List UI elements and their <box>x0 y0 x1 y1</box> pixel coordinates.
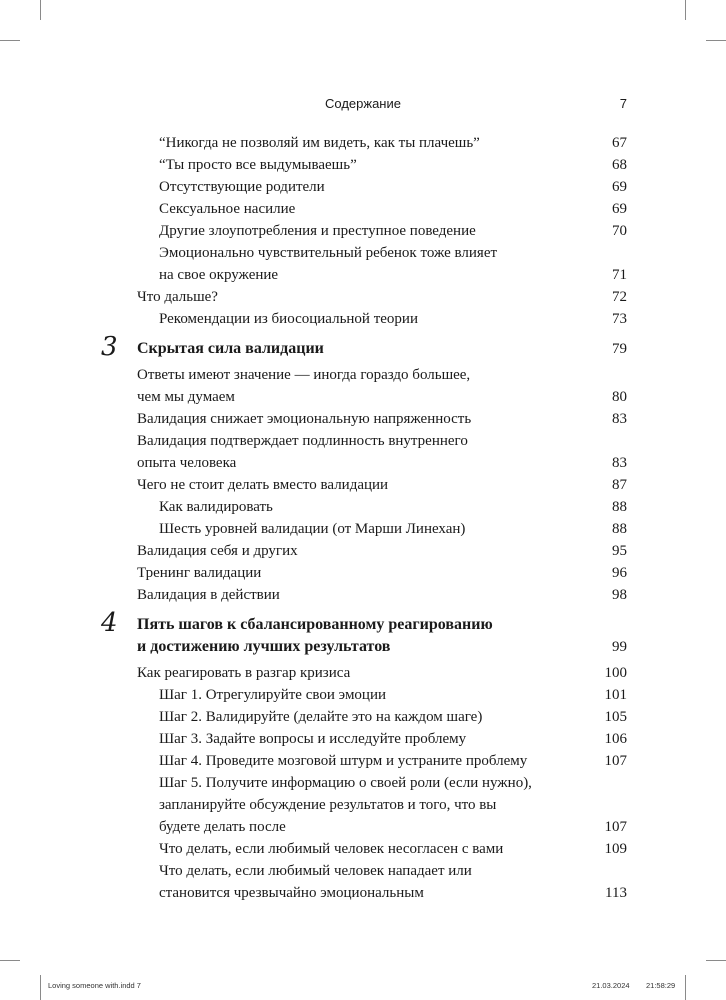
toc-entry-title: Рекомендации из биосоциальной теории <box>159 311 418 327</box>
toc-entry-title: Валидация себя и других <box>137 543 298 559</box>
running-title: Содержание <box>325 96 401 111</box>
toc-entry-page: 69 <box>612 201 627 217</box>
toc-entry <box>0 728 726 750</box>
toc-entry-title: Валидация снижает эмоциональную напряженность <box>137 411 472 427</box>
toc-entry-title: Шаг 5. Получите информацию о своей роли (если нужно), запланируйте обсуждение результатов и того, что вы будете делать после <box>159 775 532 835</box>
toc-entry-page: 107 <box>604 753 627 769</box>
toc-entry-page: 98 <box>612 587 627 603</box>
toc-entry-page: 83 <box>612 455 627 471</box>
toc-entry <box>0 242 726 286</box>
toc-entry-page: 88 <box>612 499 627 515</box>
toc-entry <box>0 220 726 242</box>
toc-entry-title: Как реагировать в разгар кризиса <box>137 665 351 681</box>
crop-mark <box>40 0 41 20</box>
toc-entry-page: 80 <box>612 389 627 405</box>
toc-entry-page: 113 <box>605 885 627 901</box>
slug-time: 21:58:29 <box>646 981 676 990</box>
toc-entry-title: Шаг 2. Валидируйте (делайте это на каждом шаге) <box>159 709 483 725</box>
toc-entry <box>0 772 726 838</box>
toc-entry <box>0 684 726 706</box>
toc-entry <box>0 750 726 772</box>
toc-entry-title: Валидация в действии <box>137 587 280 603</box>
table-of-contents <box>0 132 726 904</box>
toc-entry <box>0 408 726 430</box>
toc-entry-title: Сексуальное насилие <box>159 201 296 217</box>
toc-entry-title: Другие злоупотребления и преступное поведение <box>159 223 476 239</box>
toc-entry <box>0 176 726 198</box>
crop-mark <box>0 40 20 41</box>
toc-entry-title: Скрытая сила валидации <box>137 340 324 357</box>
toc-entry-title: Что делать, если любимый человек нападает или становится чрезвычайно эмоциональным <box>159 863 472 901</box>
page-number: 7 <box>619 96 627 111</box>
chapter-number: 4 <box>101 608 118 638</box>
crop-mark <box>685 975 686 1000</box>
toc-entry <box>0 198 726 220</box>
toc-entry <box>0 132 726 154</box>
crop-mark <box>685 0 686 20</box>
toc-entry <box>0 496 726 518</box>
toc-entry <box>0 860 726 904</box>
toc-entry <box>0 562 726 584</box>
slug-file: Loving someone with.indd 7 <box>48 981 141 990</box>
toc-entry-page: 107 <box>604 819 627 835</box>
toc-entry-page: 67 <box>612 135 627 151</box>
toc-entry-page: 99 <box>612 639 627 655</box>
toc-entry-title: Шесть уровней валидации (от Марши Линехан) <box>159 521 466 537</box>
toc-entry-page: 69 <box>612 179 627 195</box>
toc-entry-title: Шаг 4. Проведите мозговой штурм и устраните проблему <box>159 753 528 769</box>
toc-entry-page: 83 <box>612 411 627 427</box>
crop-mark <box>40 975 41 1000</box>
crop-mark <box>0 960 20 961</box>
chapter-entry <box>0 608 726 658</box>
toc-entry <box>0 540 726 562</box>
toc-entry <box>0 838 726 860</box>
toc-entry-title: Эмоционально чувствительный ребенок тоже влияет на свое окружение <box>159 245 498 283</box>
toc-entry-title: Тренинг валидации <box>137 565 262 581</box>
toc-entry-page: 87 <box>612 477 627 493</box>
toc-entry-title: Валидация подтверждает подлинность внутреннего опыта человека <box>137 433 468 471</box>
toc-entry <box>0 364 726 408</box>
toc-entry-page: 68 <box>612 157 627 173</box>
toc-entry-title: Шаг 3. Задайте вопросы и исследуйте проблему <box>159 731 467 747</box>
toc-entry-title: Что дальше? <box>137 289 218 305</box>
toc-entry-title: Ответы имеют значение — иногда гораздо большее, чем мы думаем <box>137 367 471 405</box>
toc-entry-title: Пять шагов к сбалансированному реагированию и достижению лучших результатов <box>137 616 493 655</box>
toc-entry <box>0 308 726 330</box>
toc-entry <box>0 706 726 728</box>
toc-entry-title: Шаг 1. Отрегулируйте свои эмоции <box>159 687 387 703</box>
toc-entry <box>0 474 726 496</box>
crop-mark <box>706 40 726 41</box>
toc-entry-title: Чего не стоит делать вместо валидации <box>137 477 389 493</box>
toc-entry-page: 106 <box>604 731 627 747</box>
chapter-entry <box>0 332 726 362</box>
toc-entry-page: 72 <box>612 289 627 305</box>
toc-entry-page: 71 <box>612 267 627 283</box>
toc-entry-page: 96 <box>612 565 627 581</box>
toc-entry-page: 73 <box>612 311 627 327</box>
toc-entry-page: 79 <box>612 341 627 357</box>
toc-entry-page: 101 <box>604 687 627 703</box>
slug-date: 21.03.2024 <box>592 981 630 990</box>
toc-entry-title: Как валидировать <box>159 499 273 515</box>
chapter-number: 3 <box>101 332 118 362</box>
toc-entry-page: 100 <box>604 665 627 681</box>
toc-entry-page: 109 <box>604 841 627 857</box>
crop-mark <box>706 960 726 961</box>
toc-entry <box>0 286 726 308</box>
toc-entry <box>0 430 726 474</box>
toc-entry <box>0 518 726 540</box>
toc-entry-title: Что делать, если любимый человек несогласен с вами <box>159 841 504 857</box>
toc-entry-page: 95 <box>612 543 627 559</box>
toc-entry-title: “Никогда не позволяй им видеть, как ты плачешь” <box>159 135 480 151</box>
toc-entry <box>0 584 726 606</box>
toc-entry-page: 105 <box>604 709 627 725</box>
toc-entry-page: 88 <box>612 521 627 537</box>
toc-entry-title: “Ты просто все выдумываешь” <box>159 157 357 173</box>
toc-entry <box>0 154 726 176</box>
toc-entry-title: Отсутствующие родители <box>159 179 325 195</box>
toc-entry-page: 70 <box>612 223 627 239</box>
toc-entry <box>0 662 726 684</box>
